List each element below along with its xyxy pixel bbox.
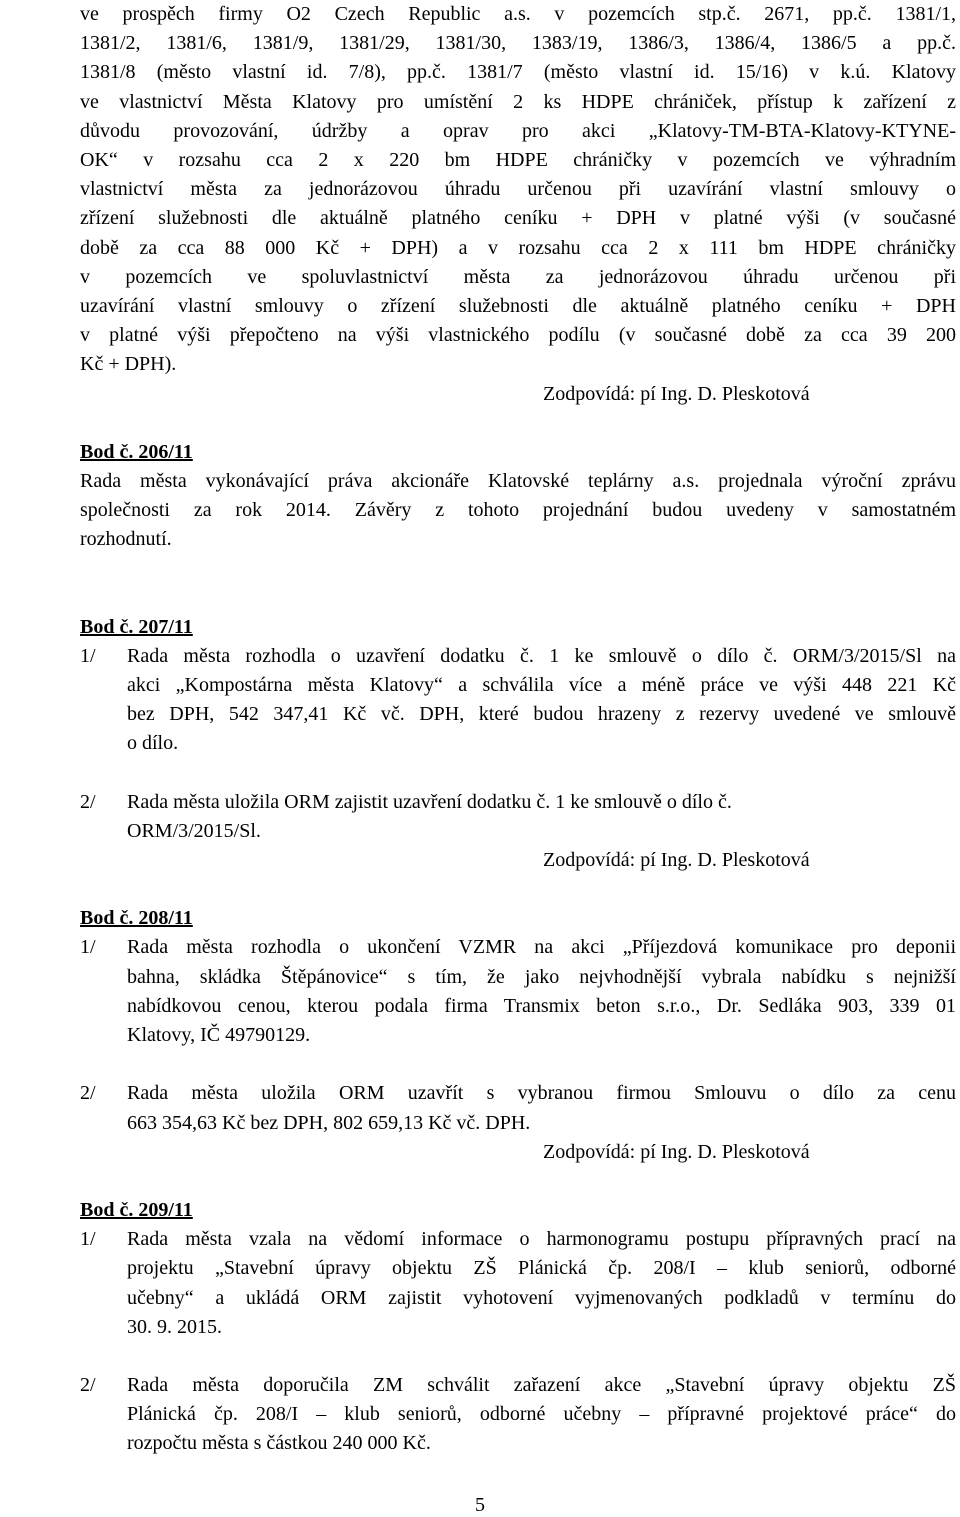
text-line: ORM/3/2015/Sl. xyxy=(127,819,261,842)
text-line: době za cca 88 000 Kč + DPH) a v rozsahu cca 2 x 111 bm HDPE chráničky xyxy=(80,236,956,259)
text-line: Rada města uložila ORM uzavřít s vybranou firmou Smlouvu o dílo za cenu xyxy=(127,1082,956,1105)
section-heading: Bod č. 206/11 xyxy=(80,440,193,463)
text-line: Rada města rozhodla o uzavření dodatku č. 1 ke smlouvě o dílo č. ORM/3/2015/Sl na xyxy=(127,644,956,667)
item-number: 2/ xyxy=(80,1082,96,1105)
text-line: rozpočtu města s částkou 240 000 Kč. xyxy=(127,1432,431,1455)
text-line: Rada města doporučila ZM schválit zařazení akce „Stavební úpravy objektu ZŠ xyxy=(127,1373,956,1396)
text-line: ve vlastnictví Města Klatovy pro umístění 2 ks HDPE chrániček, přístup k zařízení z xyxy=(80,90,956,113)
item-number: 1/ xyxy=(80,644,96,667)
responsible-person: Zodpovídá: pí Ing. D. Pleskotová xyxy=(543,382,810,405)
text-line: zřízení služebnosti dle aktuálně platného ceníku + DPH v platné výši (v současné xyxy=(80,207,956,230)
text-line: nabídkovou cenou, kterou podala firma Transmix beton s.r.o., Dr. Sedláka 903, 339 01 xyxy=(127,994,956,1017)
text-line: Kč + DPH). xyxy=(80,353,177,376)
text-line: v platné výši přepočteno na výši vlastnického podílu (v současné době za cca 39 200 xyxy=(80,324,956,347)
section-bod-208 xyxy=(80,904,956,1167)
text-line: vlastnictví města za jednorázovou úhradu určenou při uzavírání vlastní smlouvy o xyxy=(80,178,956,201)
list-item xyxy=(80,933,956,1050)
text-line: bez DPH, 542 347,41 Kč vč. DPH, které budou hrazeny z rezervy uvedené ve smlouvě xyxy=(127,703,956,726)
document-page xyxy=(80,0,956,1459)
text-line: v pozemcích ve spoluvlastnictví města za jednorázovou úhradu určenou při xyxy=(80,265,956,288)
page-number: 5 xyxy=(475,1494,485,1516)
responsible-person: Zodpovídá: pí Ing. D. Pleskotová xyxy=(543,1140,810,1163)
text-line: uzavírání vlastní smlouvy o zřízení služebnosti dle aktuálně platného ceníku + DPH xyxy=(80,295,956,318)
text-line: Plánická čp. 208/I – klub seniorů, odborné učebny – přípravné projektové práce“ do xyxy=(127,1403,956,1426)
text-line: bahna, skládka Štěpánovice“ s tím, že jako nejvhodnější vybrala nabídku s nejnižší xyxy=(127,965,956,988)
text-line: 1381/8 (město vlastní id. 7/8), pp.č. 1381/7 (město vlastní id. 15/16) v k.ú. Klatovy xyxy=(80,61,956,84)
text-line: OK“ v rozsahu cca 2 x 220 bm HDPE chráničky v pozemcích ve výhradním xyxy=(80,149,956,172)
item-number: 1/ xyxy=(80,936,96,959)
text-line: ve prospěch firmy O2 Czech Republic a.s. v pozemcích stp.č. 2671, pp.č. 1381/1, xyxy=(80,3,956,25)
text-line: 663 354,63 Kč bez DPH, 802 659,13 Kč vč. DPH. xyxy=(127,1111,531,1134)
section-bod-209 xyxy=(80,1196,956,1459)
section-heading: Bod č. 208/11 xyxy=(80,907,193,930)
item-number: 2/ xyxy=(80,1373,96,1396)
section-bod-207 xyxy=(80,613,956,876)
responsible-person: Zodpovídá: pí Ing. D. Pleskotová xyxy=(543,849,810,872)
text-line: 30. 9. 2015. xyxy=(127,1315,222,1338)
text-line: společnosti za rok 2014. Závěry z tohoto projednání budou uvedeny v samostatném xyxy=(80,499,956,522)
text-line: Rada města vykonávající práva akcionáře Klatovské teplárny a.s. projednala výroční zprávu xyxy=(80,470,956,493)
section-heading: Bod č. 207/11 xyxy=(80,615,193,638)
text-line: Klatovy, IČ 49790129. xyxy=(127,1024,311,1047)
text-line: akci „Kompostárna města Klatovy“ a schválila více a méně práce ve výši 448 221 Kč xyxy=(127,674,956,697)
list-item xyxy=(80,642,956,759)
item-number: 2/ xyxy=(80,790,96,813)
text-line: Rada města rozhodla o ukončení VZMR na akci „Příjezdová komunikace pro deponii xyxy=(127,936,956,959)
text-line: učebny“ a ukládá ORM zajistit vyhotovení vyjmenovaných podkladů v termínu do xyxy=(127,1286,956,1309)
list-item xyxy=(80,788,956,846)
text-line: projektu „Stavební úpravy objektu ZŠ Plánická čp. 208/I – klub seniorů, odborné xyxy=(127,1257,956,1280)
text-line: o dílo. xyxy=(127,732,179,755)
text-line: důvodu provozování, údržby a oprav pro akci „Klatovy-TM-BTA-Klatovy-KTYNE- xyxy=(80,119,956,142)
section-bod-206 xyxy=(80,438,956,555)
list-item xyxy=(80,1225,956,1342)
text-line: rozhodnutí. xyxy=(80,528,172,551)
list-item xyxy=(80,1079,956,1137)
intro-paragraph xyxy=(80,0,956,380)
list-item xyxy=(80,1371,956,1459)
item-number: 1/ xyxy=(80,1228,96,1251)
text-line: 1381/2, 1381/6, 1381/9, 1381/29, 1381/30, 1383/19, 1386/3, 1386/4, 1386/5 a pp.č. xyxy=(80,32,956,55)
text-line: Rada města uložila ORM zajistit uzavření dodatku č. 1 ke smlouvě o dílo č. xyxy=(127,790,732,813)
text-line: Rada města vzala na vědomí informace o harmonogramu postupu přípravných prací na xyxy=(127,1228,956,1251)
section-heading: Bod č. 209/11 xyxy=(80,1198,193,1221)
